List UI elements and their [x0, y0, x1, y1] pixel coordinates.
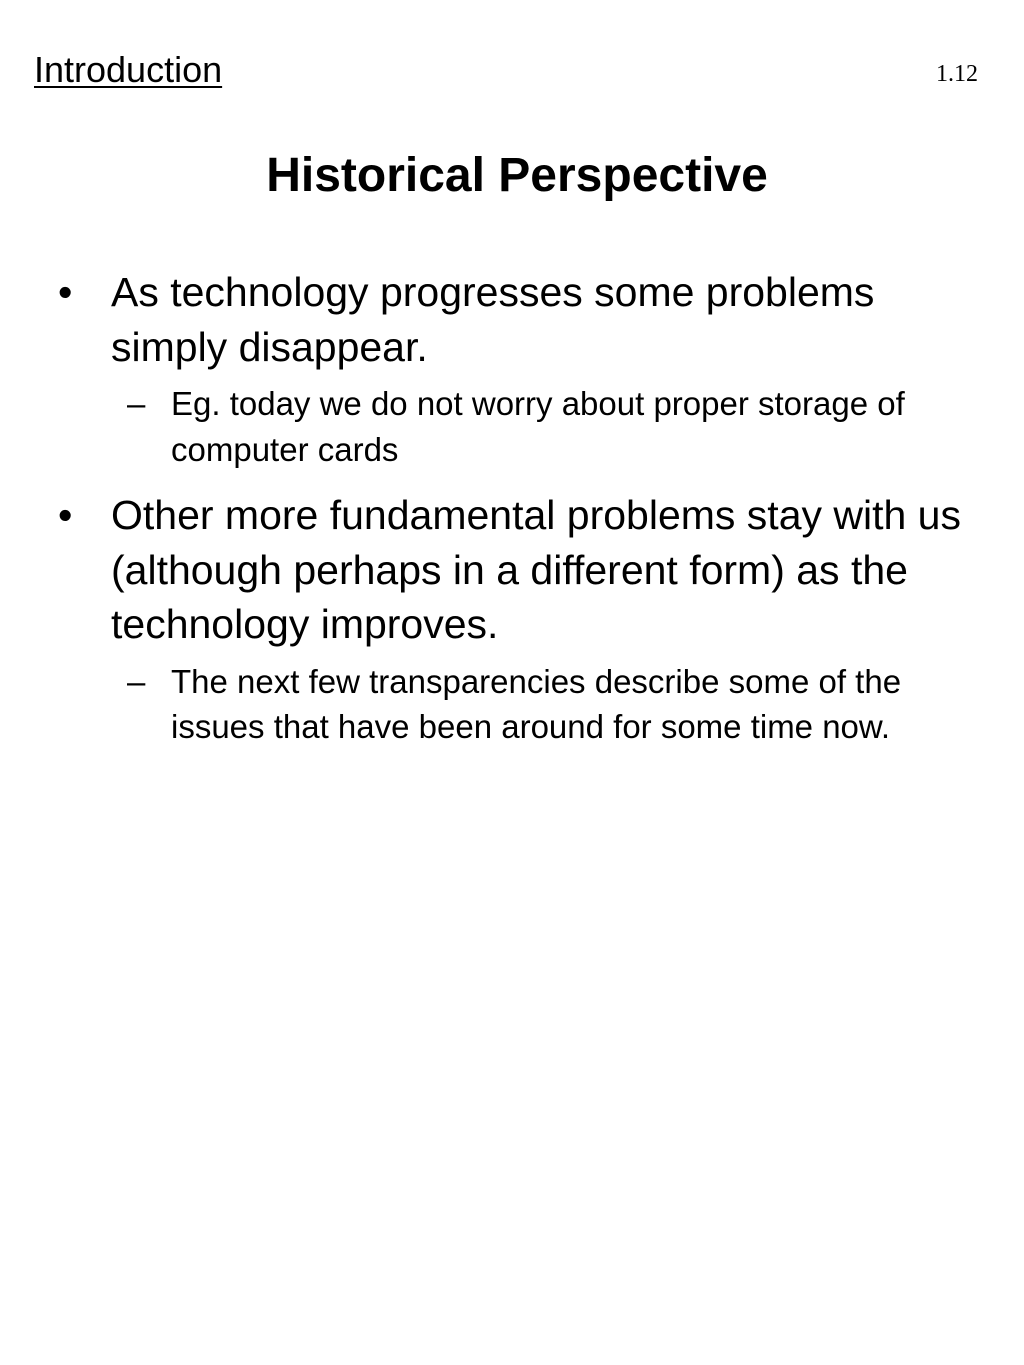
sub-bullet-text: The next few transparencies describe some of the issues that have been around for some time now.: [171, 662, 902, 745]
bullet-text: As technology progresses some problems simply disappear.: [111, 269, 875, 370]
bullet-marker: •: [58, 269, 73, 315]
bullet-list: [0, 265, 1024, 750]
bullet-text: Other more fundamental problems stay with us (although perhaps in a different form) as the technology improves.: [111, 492, 961, 647]
sub-bullet-item-1: [0, 381, 961, 472]
section-label: Introduction: [34, 49, 223, 90]
sub-bullet-marker: –: [127, 385, 146, 422]
sub-bullet-marker: –: [127, 662, 146, 700]
spacer: [0, 472, 1024, 488]
slide-number: 1.12: [936, 61, 978, 87]
slide-title: Historical Perspective: [266, 149, 768, 202]
bullet-marker: •: [58, 492, 73, 538]
sub-bullet-text: Eg. today we do not worry about proper storage of computer cards: [171, 385, 905, 468]
sub-bullet-item-2: [0, 659, 961, 750]
bullet-item-1: [0, 265, 971, 374]
bullet-item-2: [0, 488, 971, 652]
